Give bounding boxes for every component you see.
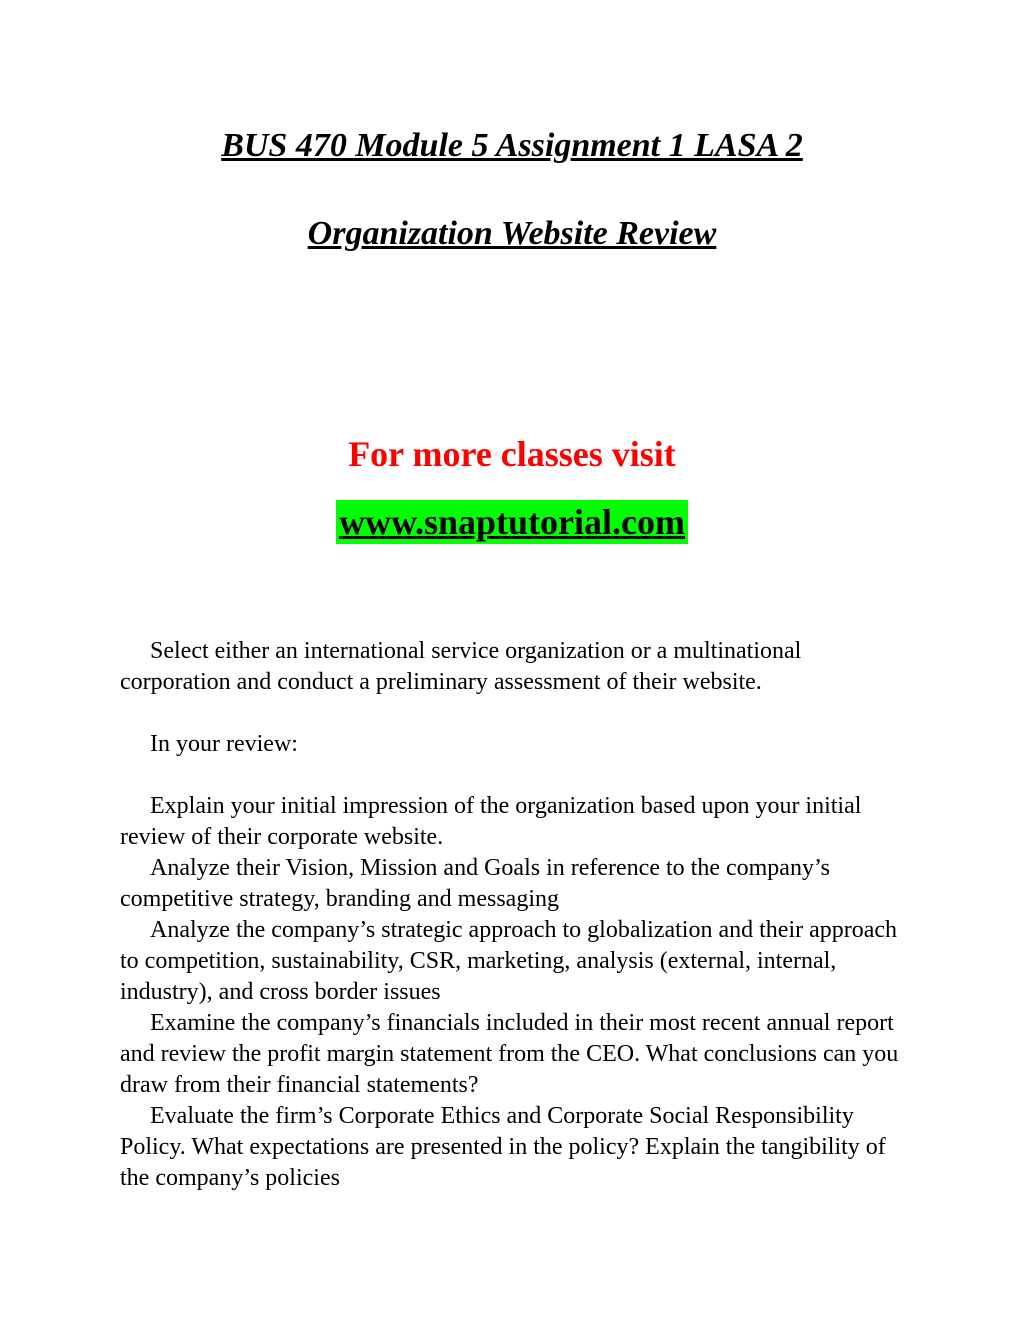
intro-paragraph: Select either an international service organization or a multinational corporation and conduct a preliminary assessment of their website. [120, 638, 802, 695]
promo-text: For more classes visit [348, 434, 676, 474]
document-title: BUS 470 Module 5 Assignment 1 LASA 2 [221, 127, 803, 164]
review-item: Analyze their Vision, Mission and Goals in reference to the company’s competitive strategy, branding and messaging [120, 855, 830, 912]
review-heading: In your review: [150, 731, 298, 757]
promo-link-wrapper [0, 500, 1024, 544]
review-item: Explain your initial impression of the organization based upon your initial review of their corporate website. [120, 793, 862, 850]
promo-link[interactable]: www.snaptutorial.com [336, 500, 688, 544]
assignment-body [120, 636, 910, 1194]
review-item: Examine the company’s financials included in their most recent annual report and review the profit margin statement from the CEO. What conclusions can you draw from their financial statements? [120, 1010, 899, 1098]
review-item: Evaluate the firm’s Corporate Ethics and Corporate Social Responsibility Policy. What expectations are presented in the policy? Explain the tangibility of the company’s policies [120, 1103, 886, 1191]
document-subtitle: Organization Website Review [307, 215, 717, 252]
review-item: Analyze the company’s strategic approach to globalization and their approach to competition, sustainability, CSR, marketing, analysis (external, internal, industry), and cross border issues [120, 917, 898, 1005]
